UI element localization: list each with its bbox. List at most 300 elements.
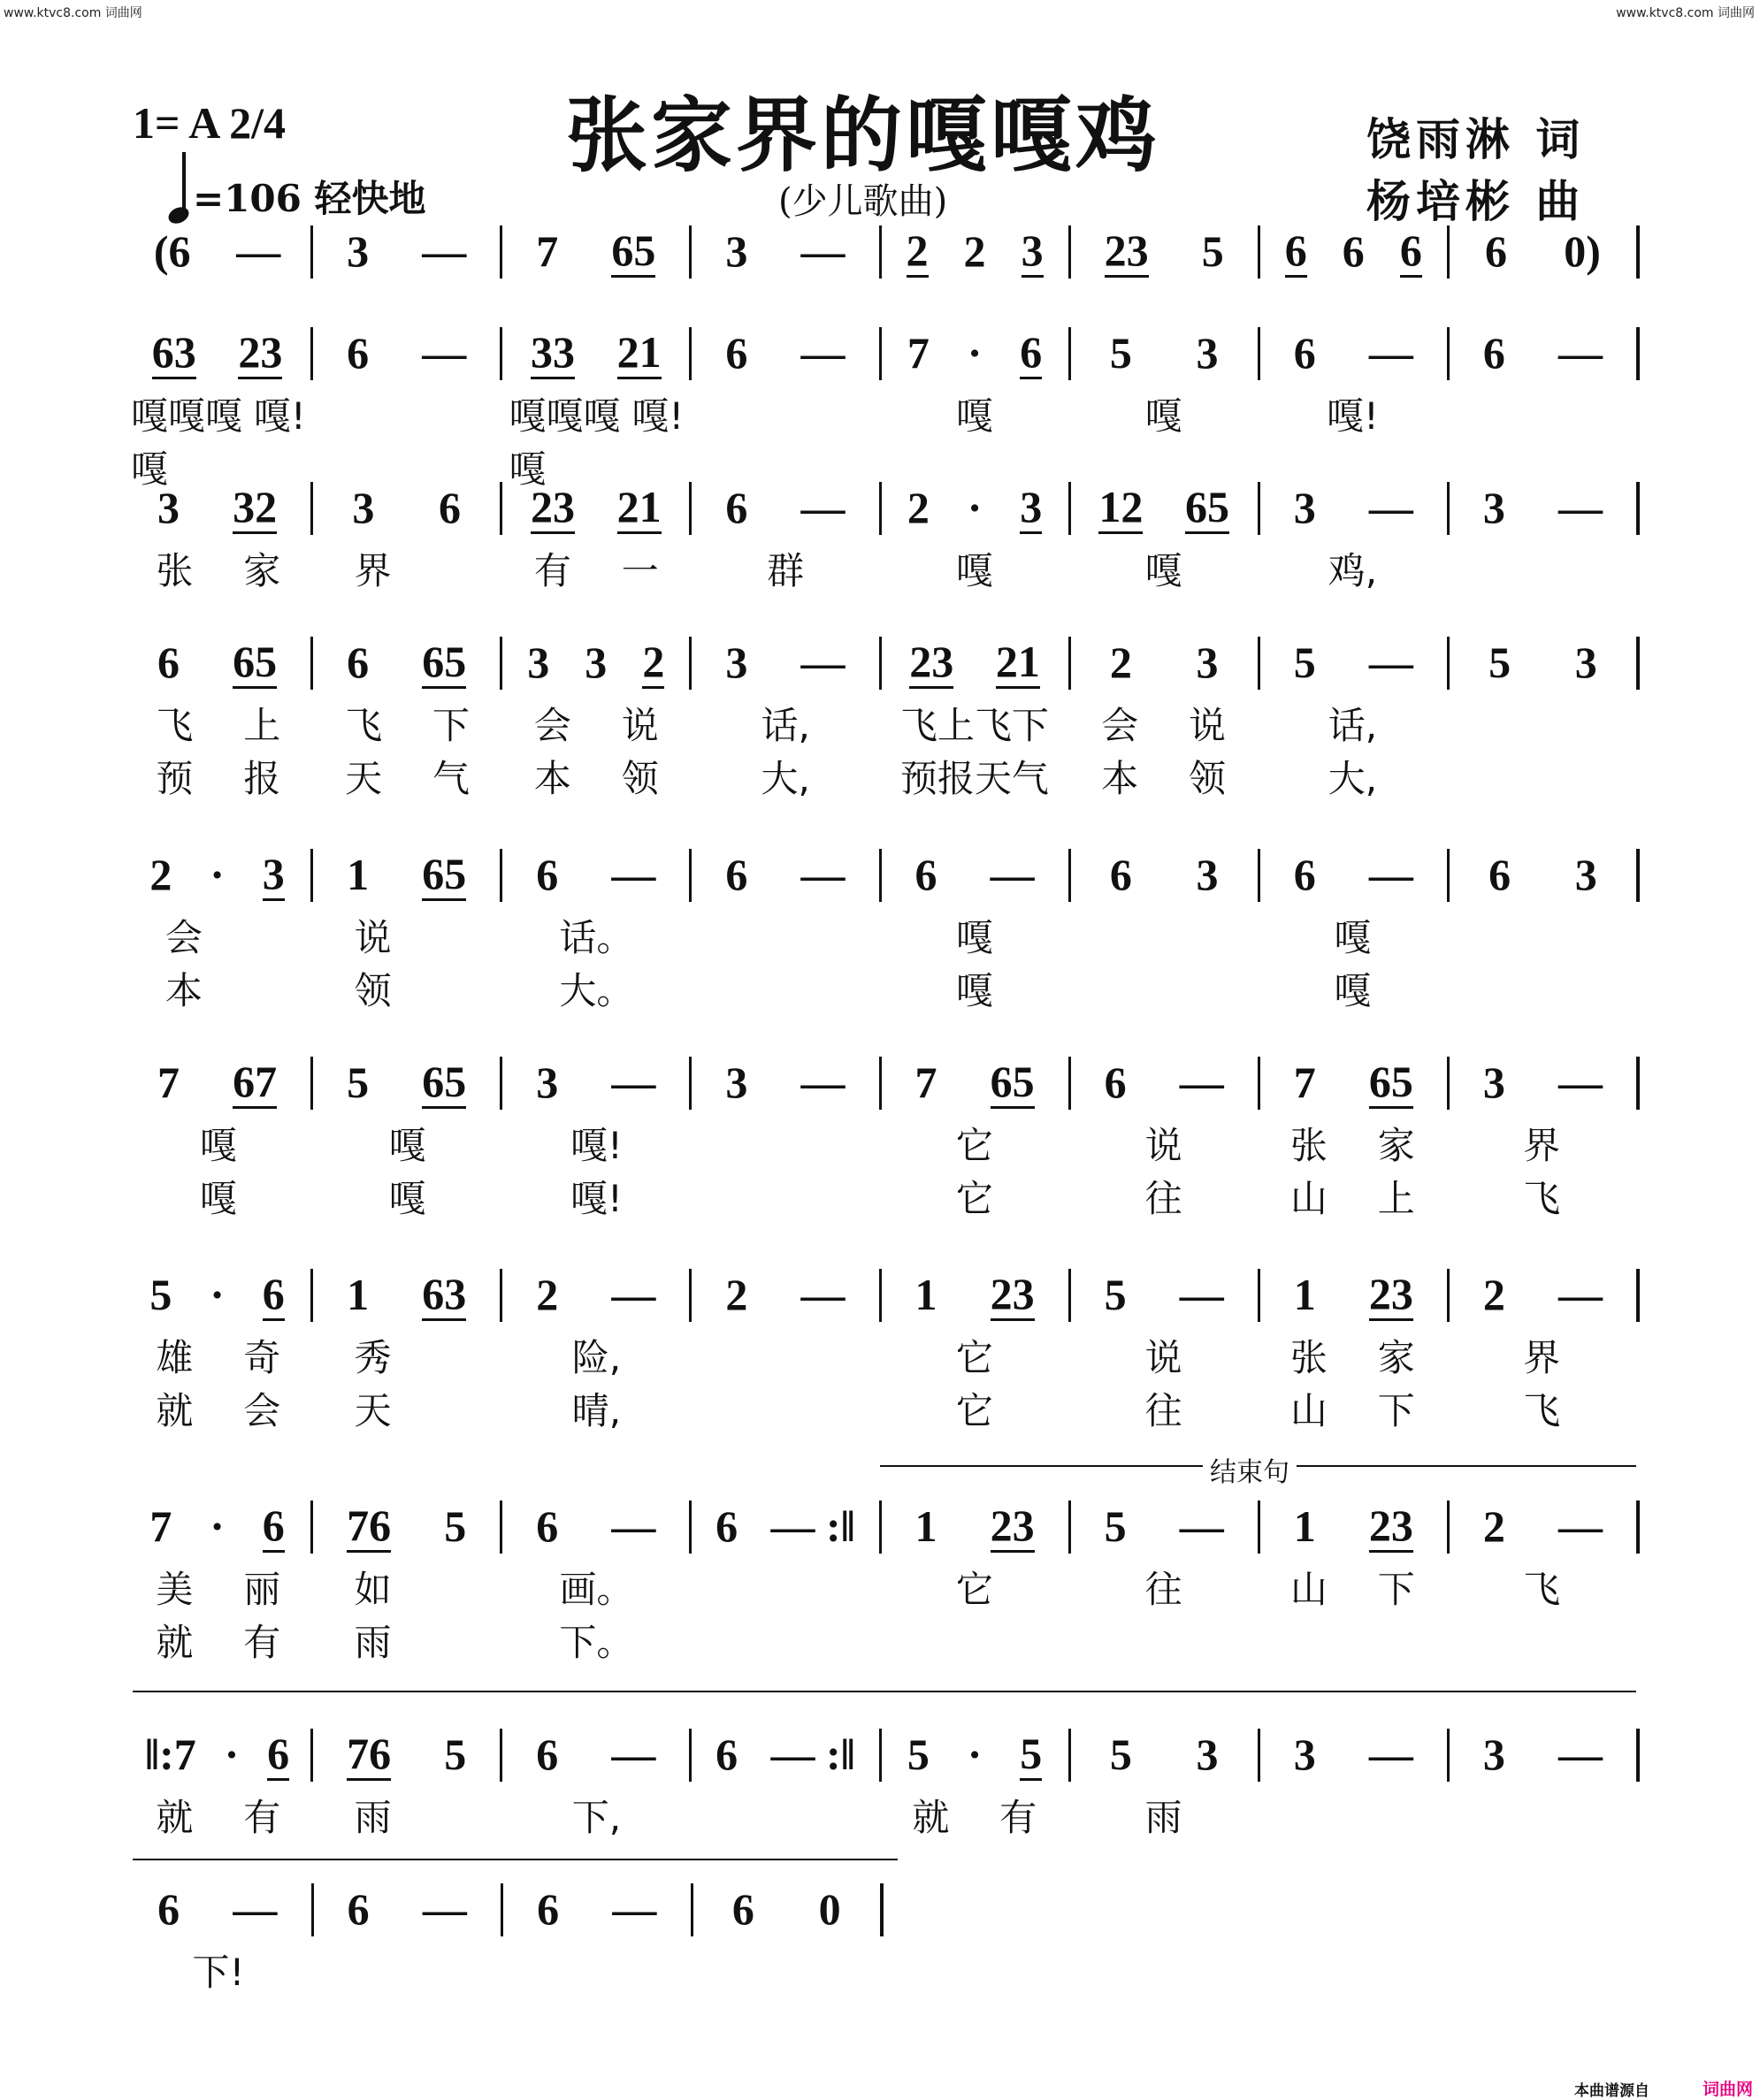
lyric-cell: [124, 1789, 313, 1842]
lyric-cell: [880, 1170, 1069, 1223]
lyric-cell: [124, 1329, 313, 1382]
lyric-cell: [691, 387, 880, 493]
note: 6: [1293, 328, 1316, 378]
measure: [310, 327, 500, 380]
lyric-cell: [1069, 1170, 1259, 1223]
note: 63: [422, 1271, 466, 1321]
lyric-word: 天: [345, 757, 383, 800]
note: 12: [1098, 484, 1143, 534]
measure: [124, 482, 310, 535]
lyric-cell: [124, 1561, 313, 1614]
lyric-cell: [1069, 1561, 1259, 1614]
lyric-word: 说: [354, 916, 392, 959]
measure: [500, 1501, 689, 1554]
note: 2: [1109, 638, 1132, 687]
note: —: [1179, 1058, 1224, 1107]
measure: [1068, 849, 1258, 902]
lyric-cell: [313, 1170, 502, 1223]
measure: [1068, 1269, 1258, 1322]
lyric-word: 领: [1189, 757, 1227, 800]
measure: [310, 225, 500, 279]
notation-line: [124, 1729, 1640, 1782]
measure: [879, 1501, 1068, 1554]
measure: [1447, 1729, 1636, 1782]
lyric-cell: [1259, 697, 1448, 750]
note: 65: [422, 851, 466, 901]
note: 23: [238, 329, 282, 379]
measure: [124, 1501, 310, 1554]
measure: [1258, 637, 1447, 690]
lyric-cell: [313, 750, 502, 803]
note: 5: [907, 1730, 930, 1779]
note: —: [1557, 1270, 1603, 1319]
note: —: [422, 1884, 467, 1934]
lyric-word: 说: [621, 704, 659, 747]
note: 65: [991, 1058, 1035, 1109]
note: 5: [1109, 1730, 1132, 1779]
lyric-cell: [124, 697, 313, 750]
note: 6: [1104, 1058, 1127, 1107]
lyric-word: 界: [354, 549, 392, 592]
note: 6: [1109, 850, 1132, 899]
lyric-cell: [880, 1614, 1069, 1667]
lyric-word: 嘎: [388, 1177, 426, 1220]
lyric-cell: [313, 387, 502, 493]
note: 3: [1574, 638, 1597, 687]
note: 1: [914, 1501, 937, 1551]
measure: [1258, 1269, 1447, 1322]
measure: [1068, 1729, 1258, 1782]
lyric-cell: [1447, 1789, 1636, 1842]
note: 6: [1342, 226, 1365, 276]
note: 3: [157, 483, 180, 532]
lyric-word: 飞: [1523, 1177, 1561, 1220]
note: 1: [347, 850, 370, 899]
lyric-cell: [691, 1170, 880, 1223]
lyric-word: 嘎!: [631, 394, 685, 438]
note: —: [1557, 1730, 1603, 1779]
lyric-line: [124, 1943, 880, 1997]
note: —: [990, 850, 1035, 899]
lyric-cell: [313, 697, 502, 750]
measure: [879, 1729, 1068, 1782]
lyric-word: 领: [621, 757, 659, 800]
lyric-word: 本: [533, 757, 571, 800]
composer-credit: 杨培彬 曲: [1366, 175, 1586, 227]
lyric-word: 飞: [1523, 1568, 1561, 1611]
note: —: [422, 226, 467, 276]
lyric-cell: [1259, 542, 1448, 595]
note: 2: [907, 483, 930, 532]
lyric-word: 雨: [354, 1796, 392, 1839]
note: 6: [536, 850, 559, 899]
note: 76: [347, 1730, 391, 1781]
note: —: [422, 328, 467, 378]
measure: [124, 849, 310, 902]
note: 2: [1482, 1501, 1505, 1551]
lyric-word: 嘎: [955, 916, 993, 959]
lyric-word: 话,: [1328, 704, 1378, 747]
lyric-line: [124, 750, 1636, 803]
measure: [689, 1501, 878, 1554]
measure: [310, 637, 500, 690]
note: 7: [157, 1058, 180, 1107]
note: —: [611, 1501, 656, 1551]
note: 65: [1185, 484, 1229, 534]
system-bracket-line-final: [133, 1859, 898, 1860]
measure: [1068, 225, 1258, 279]
lyric-cell: [313, 962, 502, 1015]
lyric-cell: [1069, 387, 1259, 493]
note: 2: [536, 1270, 559, 1319]
note: 3: [347, 226, 370, 276]
note: 6: [1488, 850, 1511, 899]
measure: [1447, 1057, 1636, 1110]
measure: [1447, 1501, 1636, 1554]
lyric-cell: [691, 909, 880, 962]
lyric-cell: [880, 1117, 1069, 1170]
lyric-word: 话。: [559, 916, 634, 959]
lyric-cell: [1259, 1117, 1448, 1170]
measure: [310, 1057, 500, 1110]
lyric-word: 下: [432, 704, 471, 747]
note: 6: [1020, 329, 1042, 379]
note: 5: [347, 1058, 370, 1107]
lyric-word: 大,: [761, 757, 810, 800]
lyric-word: 晴,: [571, 1389, 622, 1432]
measure: [689, 225, 878, 279]
note: —: [1557, 483, 1603, 532]
lyric-cell: [691, 1943, 880, 1997]
note: 7: [1293, 1058, 1316, 1107]
watermark-top-left: www.ktvc8.com 词曲网: [4, 6, 142, 20]
note: —: [611, 1270, 656, 1319]
lyric-cell: [502, 1943, 692, 1997]
song-subtitle: (少儿歌曲): [778, 181, 948, 222]
lyric-cell: [1069, 909, 1259, 962]
lyric-word: 嘎嘎嘎嘎: [131, 394, 243, 491]
lyric-cell: [502, 387, 692, 493]
lyric-word: 它: [955, 1177, 993, 1220]
lyric-word: 嘎: [1144, 394, 1182, 438]
note: —: [800, 483, 846, 532]
notation-line: [124, 1501, 1640, 1554]
notation-line: [124, 482, 1640, 535]
lyric-word: 它: [955, 1389, 993, 1432]
measure: [1258, 1501, 1447, 1554]
note: ·: [967, 328, 983, 378]
lyric-cell: [313, 1117, 502, 1170]
lyric-word: 嘎!: [1326, 394, 1379, 438]
note: 23: [1369, 1271, 1413, 1321]
lyric-cell: [124, 909, 313, 962]
note: 5: [1293, 638, 1316, 687]
lyric-cell: [1447, 962, 1636, 1015]
lyric-cell: [124, 962, 313, 1015]
measure: [1068, 482, 1258, 535]
lyric-cell: [1447, 1561, 1636, 1614]
measure: [1447, 1269, 1636, 1322]
lyric-cell: [124, 750, 313, 803]
notation-line: [124, 1057, 1640, 1110]
tempo-marking: [168, 152, 426, 223]
note: —: [1368, 483, 1413, 532]
lyric-word: 会: [533, 704, 571, 747]
measure: [689, 1729, 878, 1782]
lyric-cell: [691, 962, 880, 1015]
notation-line: [124, 327, 1640, 380]
note: 3: [1196, 850, 1219, 899]
note: —: [1368, 850, 1413, 899]
lyric-word: 天: [354, 1389, 392, 1432]
note: 3: [585, 638, 608, 687]
lyric-cell: [1069, 1382, 1259, 1435]
measure: [1258, 482, 1447, 535]
measure: [1258, 849, 1447, 902]
lyric-word: 就: [156, 1796, 194, 1839]
note: —: [1557, 1058, 1603, 1107]
note: 7: [914, 1058, 937, 1107]
note: —: [233, 1884, 278, 1934]
lyric-cell: [313, 1329, 502, 1382]
lyric-cell: [1259, 1382, 1448, 1435]
note: 23: [909, 638, 953, 689]
measure: [1068, 327, 1258, 380]
note: 6: [347, 638, 370, 687]
note: 1: [914, 1270, 937, 1319]
lyric-cell: [1069, 1789, 1259, 1842]
lyric-cell: [880, 387, 1069, 493]
lyric-word: 张: [1289, 1124, 1328, 1167]
note: 3: [725, 226, 748, 276]
measure: [1447, 327, 1636, 380]
measure: [689, 482, 878, 535]
lyric-cell: [124, 542, 313, 595]
note: 63: [152, 329, 196, 379]
lyric-cell: [1259, 1170, 1448, 1223]
note: 21: [617, 329, 662, 379]
song-title: 张家界的嘎嘎鸡: [566, 88, 1161, 183]
note: 3: [1293, 1730, 1316, 1779]
measure: [310, 1269, 500, 1322]
lyric-word: 说: [1144, 1336, 1182, 1379]
lyric-cell: [313, 1614, 502, 1667]
note: 6: [157, 1884, 180, 1934]
lyric-line: [124, 1329, 1636, 1382]
measure: [1258, 1729, 1447, 1782]
note: 5: [1104, 1501, 1127, 1551]
lyric-word: 往: [1144, 1568, 1182, 1611]
lyric-word: 山: [1289, 1389, 1328, 1432]
measure: [1447, 225, 1636, 279]
measure: [500, 637, 689, 690]
note: — :‖: [770, 1730, 855, 1779]
note: 2: [963, 226, 986, 276]
measure: [310, 482, 500, 535]
lyric-cell: [880, 750, 1069, 803]
note: 65: [422, 638, 466, 689]
note: 21: [996, 638, 1040, 689]
lyric-word: 嘎: [955, 549, 993, 592]
lyric-cell: [880, 697, 1069, 750]
note: 6: [157, 638, 180, 687]
note: 6: [263, 1271, 285, 1321]
lyric-cell: [691, 542, 880, 595]
lyric-cell: [1447, 542, 1636, 595]
lyric-word: 画。: [559, 1568, 634, 1611]
lyric-cell: [691, 1382, 880, 1435]
lyric-word: 往: [1144, 1389, 1182, 1432]
note: 3: [1020, 484, 1042, 534]
note: 3: [1293, 483, 1316, 532]
key-signature: 1= A 2/4: [133, 98, 286, 148]
measure: [1258, 1057, 1447, 1110]
lyric-cell: [1447, 1117, 1636, 1170]
lyric-cell: [313, 542, 502, 595]
note: 3: [1196, 1730, 1219, 1779]
lyric-word: 说: [1189, 704, 1227, 747]
note: 5: [1020, 1730, 1042, 1781]
lyric-word: 山: [1289, 1568, 1328, 1611]
note: 0: [818, 1884, 841, 1934]
lyric-cell: [1447, 750, 1636, 803]
note: 6: [715, 1730, 738, 1779]
lyric-cell: [124, 1117, 313, 1170]
note: —: [611, 1730, 656, 1779]
measure: [879, 637, 1068, 690]
measure: [1447, 482, 1636, 535]
source-brand: 词曲网: [1703, 2080, 1754, 2099]
measure: [311, 1883, 501, 1936]
lyric-word: 如: [354, 1568, 392, 1611]
note: 6: [725, 328, 748, 378]
lyric-cell: [1447, 1614, 1636, 1667]
measure: [124, 1057, 310, 1110]
note: 3: [1574, 850, 1597, 899]
note: 33: [531, 329, 575, 379]
lyric-word: 本: [165, 969, 203, 1012]
lyric-word: 嘎: [1334, 969, 1372, 1012]
lyric-word: 它: [955, 1336, 993, 1379]
lyric-cell: [691, 1561, 880, 1614]
lyric-cell: [691, 750, 880, 803]
watermark-top-right: www.ktvc8.com 词曲网: [1616, 6, 1755, 20]
lyric-cell: [313, 1789, 502, 1842]
measure: [310, 849, 500, 902]
lyric-word: 下!: [192, 1951, 245, 1994]
lyric-word: 嘎嘎嘎嘎: [509, 394, 621, 491]
lyric-word: 就: [912, 1796, 950, 1839]
lyric-word: 有: [243, 1796, 281, 1839]
lyric-cell: [691, 1329, 880, 1382]
note: 2: [725, 1270, 748, 1319]
lyric-word: 领: [354, 969, 392, 1012]
note: ·: [210, 850, 225, 899]
ending-label: 结束句: [1203, 1450, 1297, 1489]
note: 6: [438, 483, 461, 532]
lyric-cell: [1259, 750, 1448, 803]
measure: [310, 1729, 500, 1782]
lyric-word: 它: [955, 1568, 993, 1611]
lyric-cell: [124, 1170, 313, 1223]
lyric-word: 嘎: [955, 969, 993, 1012]
note: (6: [153, 226, 191, 276]
note: 1: [1293, 1501, 1316, 1551]
lyric-cell: [502, 1117, 692, 1170]
lyric-word: 张: [156, 549, 194, 592]
measure: [124, 1729, 310, 1782]
lyric-cell: [502, 909, 692, 962]
source-note: 本曲谱源自: [1574, 2082, 1649, 2100]
measure: [879, 1269, 1068, 1322]
lyric-cell: [880, 1382, 1069, 1435]
lyric-cell: [1259, 909, 1448, 962]
note: 3: [536, 1058, 559, 1107]
note: 3: [527, 638, 550, 687]
lyric-cell: [502, 1614, 692, 1667]
note: 3: [1482, 483, 1505, 532]
measure: [691, 1883, 881, 1936]
measure: [689, 1269, 878, 1322]
note: 67: [233, 1058, 277, 1109]
measure: [1447, 637, 1636, 690]
note: 6: [536, 1501, 559, 1551]
note: 32: [233, 484, 277, 534]
lyric-cell: [691, 1614, 880, 1667]
note: —: [1368, 1730, 1413, 1779]
measure: [500, 482, 689, 535]
lyric-word: 奇: [243, 1336, 281, 1379]
measure: [879, 849, 1068, 902]
measure: [1068, 1057, 1258, 1110]
note: 7: [907, 328, 930, 378]
lyric-cell: [1259, 1614, 1448, 1667]
lyric-line: [124, 1117, 1636, 1170]
lyric-word: 有: [999, 1796, 1037, 1839]
lyric-cell: [1259, 1561, 1448, 1614]
lyric-cell: [502, 1170, 692, 1223]
note: —: [1368, 328, 1413, 378]
note: ·: [224, 1730, 240, 1779]
notation-line: [124, 225, 1640, 279]
lyric-word: 有: [533, 549, 571, 592]
lyric-word: 飞: [1523, 1389, 1561, 1432]
lyric-word: 预: [156, 757, 194, 800]
note: 2: [642, 638, 664, 689]
lyric-cell: [880, 1789, 1069, 1842]
lyric-word: 会: [165, 916, 203, 959]
lyric-cell: [313, 1382, 502, 1435]
note: ·: [967, 1730, 983, 1779]
measure: [879, 1057, 1068, 1110]
note: 6: [537, 1884, 560, 1934]
note: 1: [1293, 1270, 1316, 1319]
lyric-cell: [880, 542, 1069, 595]
measure: [124, 1883, 311, 1936]
lyric-cell: [880, 1561, 1069, 1614]
note: 65: [233, 638, 277, 689]
system-bracket-line: [133, 1691, 1636, 1692]
lyric-cell: [1069, 1329, 1259, 1382]
lyric-word: 嘎: [955, 394, 993, 438]
lyric-cell: [502, 1382, 692, 1435]
note: 23: [1105, 227, 1149, 278]
lyric-word: 界: [1523, 1336, 1561, 1379]
note: — :‖: [770, 1501, 855, 1551]
lyric-word: 下: [1377, 1568, 1415, 1611]
lyric-word: 嘎!: [570, 1177, 623, 1220]
note: —: [800, 226, 846, 276]
